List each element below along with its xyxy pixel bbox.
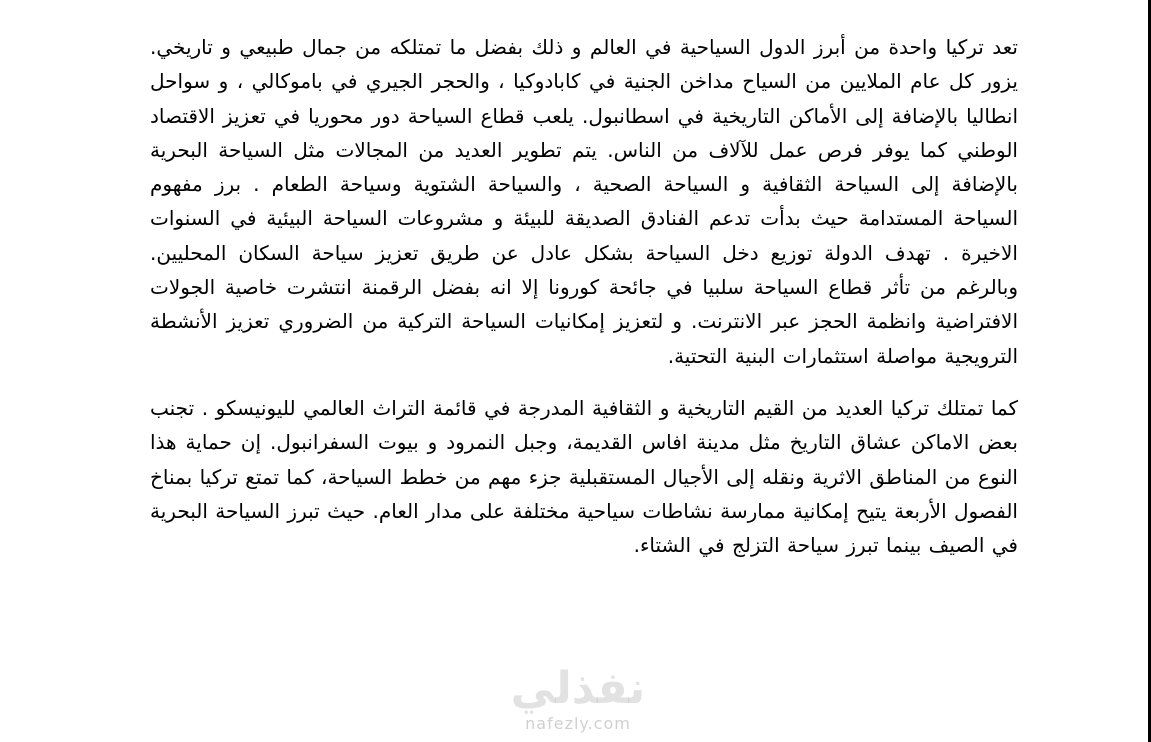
watermark-logo: نفذلي — [510, 663, 646, 714]
nafezly-watermark — [478, 664, 678, 742]
paragraph-heritage-climate: كما تمتلك تركيا العديد من القيم التاريخية و الثقافية المدرجة في قائمة التراث العالمي لليونيسكو . تجنب بعض الاماكن عشاق التاريخ مثل مدينة افاس القديمة، وجبل النمرود و بيوت السفرانبول. إن حماية هذا النوع من المناطق الاثرية ونقله إلى الأجيال المستقبلية جزء مهم من خطط السياحة، كما تمتع تركيا بمناخ الفصول الأربعة يتيح إمكانية ممارسة نشاطات سياحية مختلفة على مدار العام. حيث تبرز السياحة البحرية في الصيف بينما تبرز سياحة التزلج في الشتاء. — [150, 395, 1018, 558]
document-body — [150, 30, 1018, 562]
watermark-site: nafezly.com — [525, 714, 631, 733]
paragraph-tourism-overview: تعد تركيا واحدة من أبرز الدول السياحية في العالم و ذلك بفضل ما تمتلكه من جمال طبيعي و تاريخي. يزور كل عام الملايين من السياح مداخن الجنية في كابادوكيا ، والحجر الجيري في باموكالي ، و سواحل انطاليا بالإضافة إلى الأماكن التاريخية في اسطانبول. يلعب قطاع السياحة دور محوريا في تعزيز الاقتصاد الوطني كما يوفر فرص عمل للآلاف من الناس. يتم تطوير العديد من المجالات مثل السياحة البحرية بالإضافة إلى السياحة الثقافية و السياحة الصحية ، والسياحة الشتوية وسياحة الطعام . برز مفهوم السياحة المستدامة حيث بدأت تدعم الفنادق الصديقة للبيئة و مشروعات السياحة البيئية في السنوات الاخيرة . تهدف الدولة توزيع دخل السياحة بشكل عادل عن طريق تعزيز سياحة السكان المحليين. وبالرغم من تأثر قطاع السياحة سلبيا في جائحة كورونا إلا انه بفضل الرقمنة انتشرت خاصية الجولات الافتراضية وانظمة الحجز عبر الانترنت. و لتعزيز إمكانيات السياحة التركية من الضروري تعزيز الأنشطة الترويجية مواصلة استثمارات البنية التحتية. — [150, 35, 1018, 368]
